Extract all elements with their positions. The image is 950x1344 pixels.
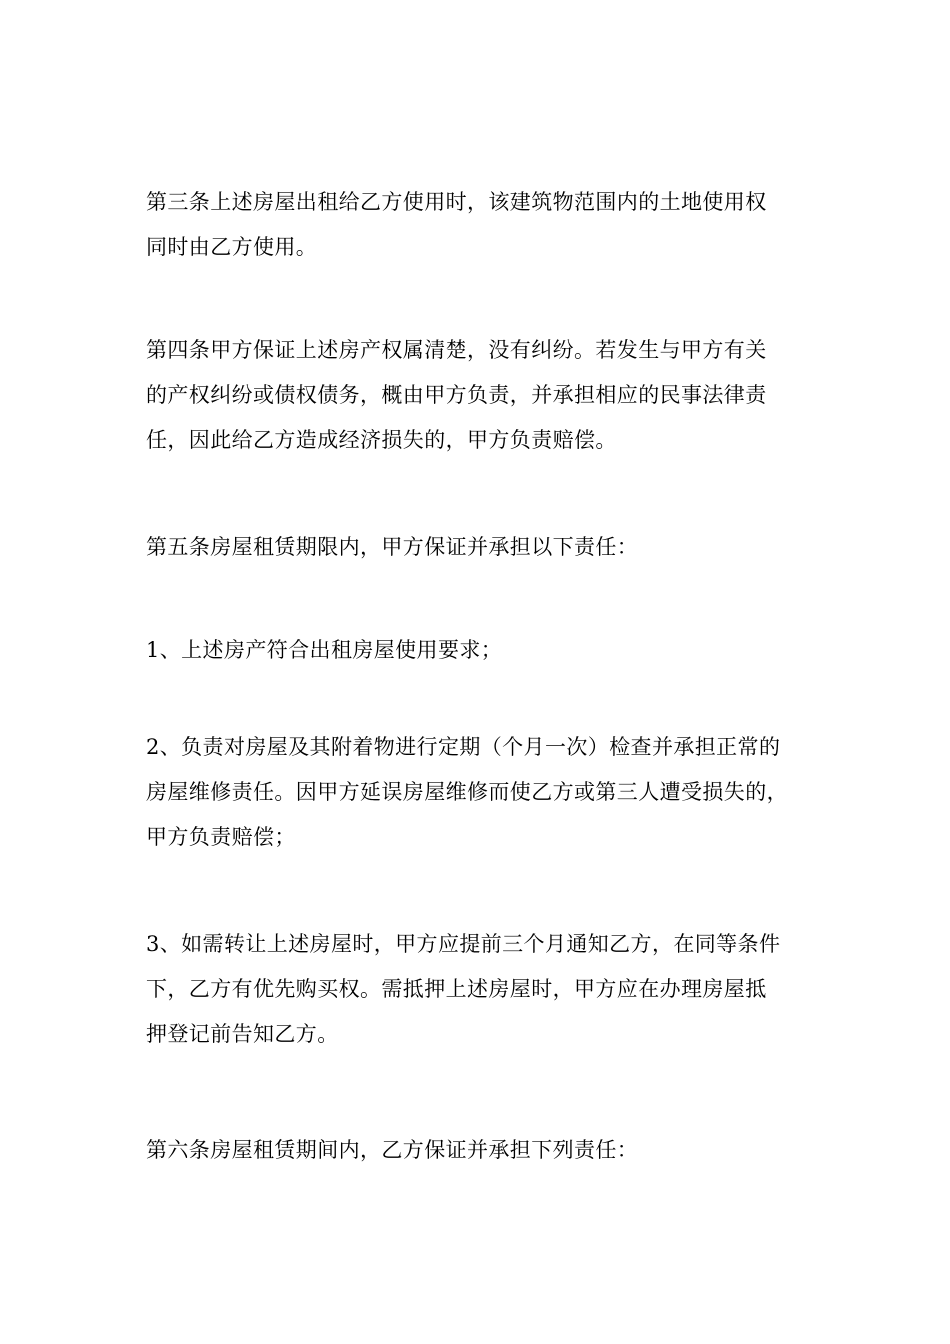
- text-line: 第三条上述房屋出租给乙方使用时，该建筑物范围内的土地使用权: [146, 190, 767, 214]
- text-line: 第六条房屋租赁期间内，乙方保证并承担下列责任：: [146, 1138, 639, 1162]
- text-line: 同时由乙方使用。: [146, 235, 318, 259]
- text-line: 的产权纠纷或债权债务，概由甲方负责，并承担相应的民事法律责: [146, 383, 767, 407]
- paragraph-article-6: [146, 1128, 826, 1173]
- text-line: 房屋维修责任。因甲方延误房屋维修而使乙方或第三人遭受损失的，: [146, 780, 788, 804]
- paragraph-article-3: [146, 180, 826, 270]
- text-line: 第四条甲方保证上述房产权属清楚，没有纠纷。若发生与甲方有关: [146, 338, 767, 362]
- paragraph-article-4: [146, 328, 826, 463]
- paragraph-article-5: [146, 525, 826, 570]
- text-line: 甲方负责赔偿；: [146, 825, 296, 849]
- text-line: 第五条房屋租赁期限内，甲方保证并承担以下责任：: [146, 535, 639, 559]
- paragraph-item-1: [146, 628, 826, 673]
- text-line: 下，乙方有优先购买权。需抵押上述房屋时，甲方应在办理房屋抵: [146, 977, 767, 1001]
- text-line: 1、上述房产符合出租房屋使用要求；: [146, 638, 503, 662]
- paragraph-item-2: [146, 725, 826, 860]
- text-line: 2、负责对房屋及其附着物进行定期（个月一次）检查并承担正常的: [146, 735, 781, 759]
- text-line: 押登记前告知乙方。: [146, 1022, 339, 1046]
- text-line: 3、如需转让上述房屋时，甲方应提前三个月通知乙方，在同等条件: [146, 932, 781, 956]
- text-line: 任，因此给乙方造成经济损失的，甲方负责赔偿。: [146, 428, 617, 452]
- paragraph-item-3: [146, 922, 826, 1057]
